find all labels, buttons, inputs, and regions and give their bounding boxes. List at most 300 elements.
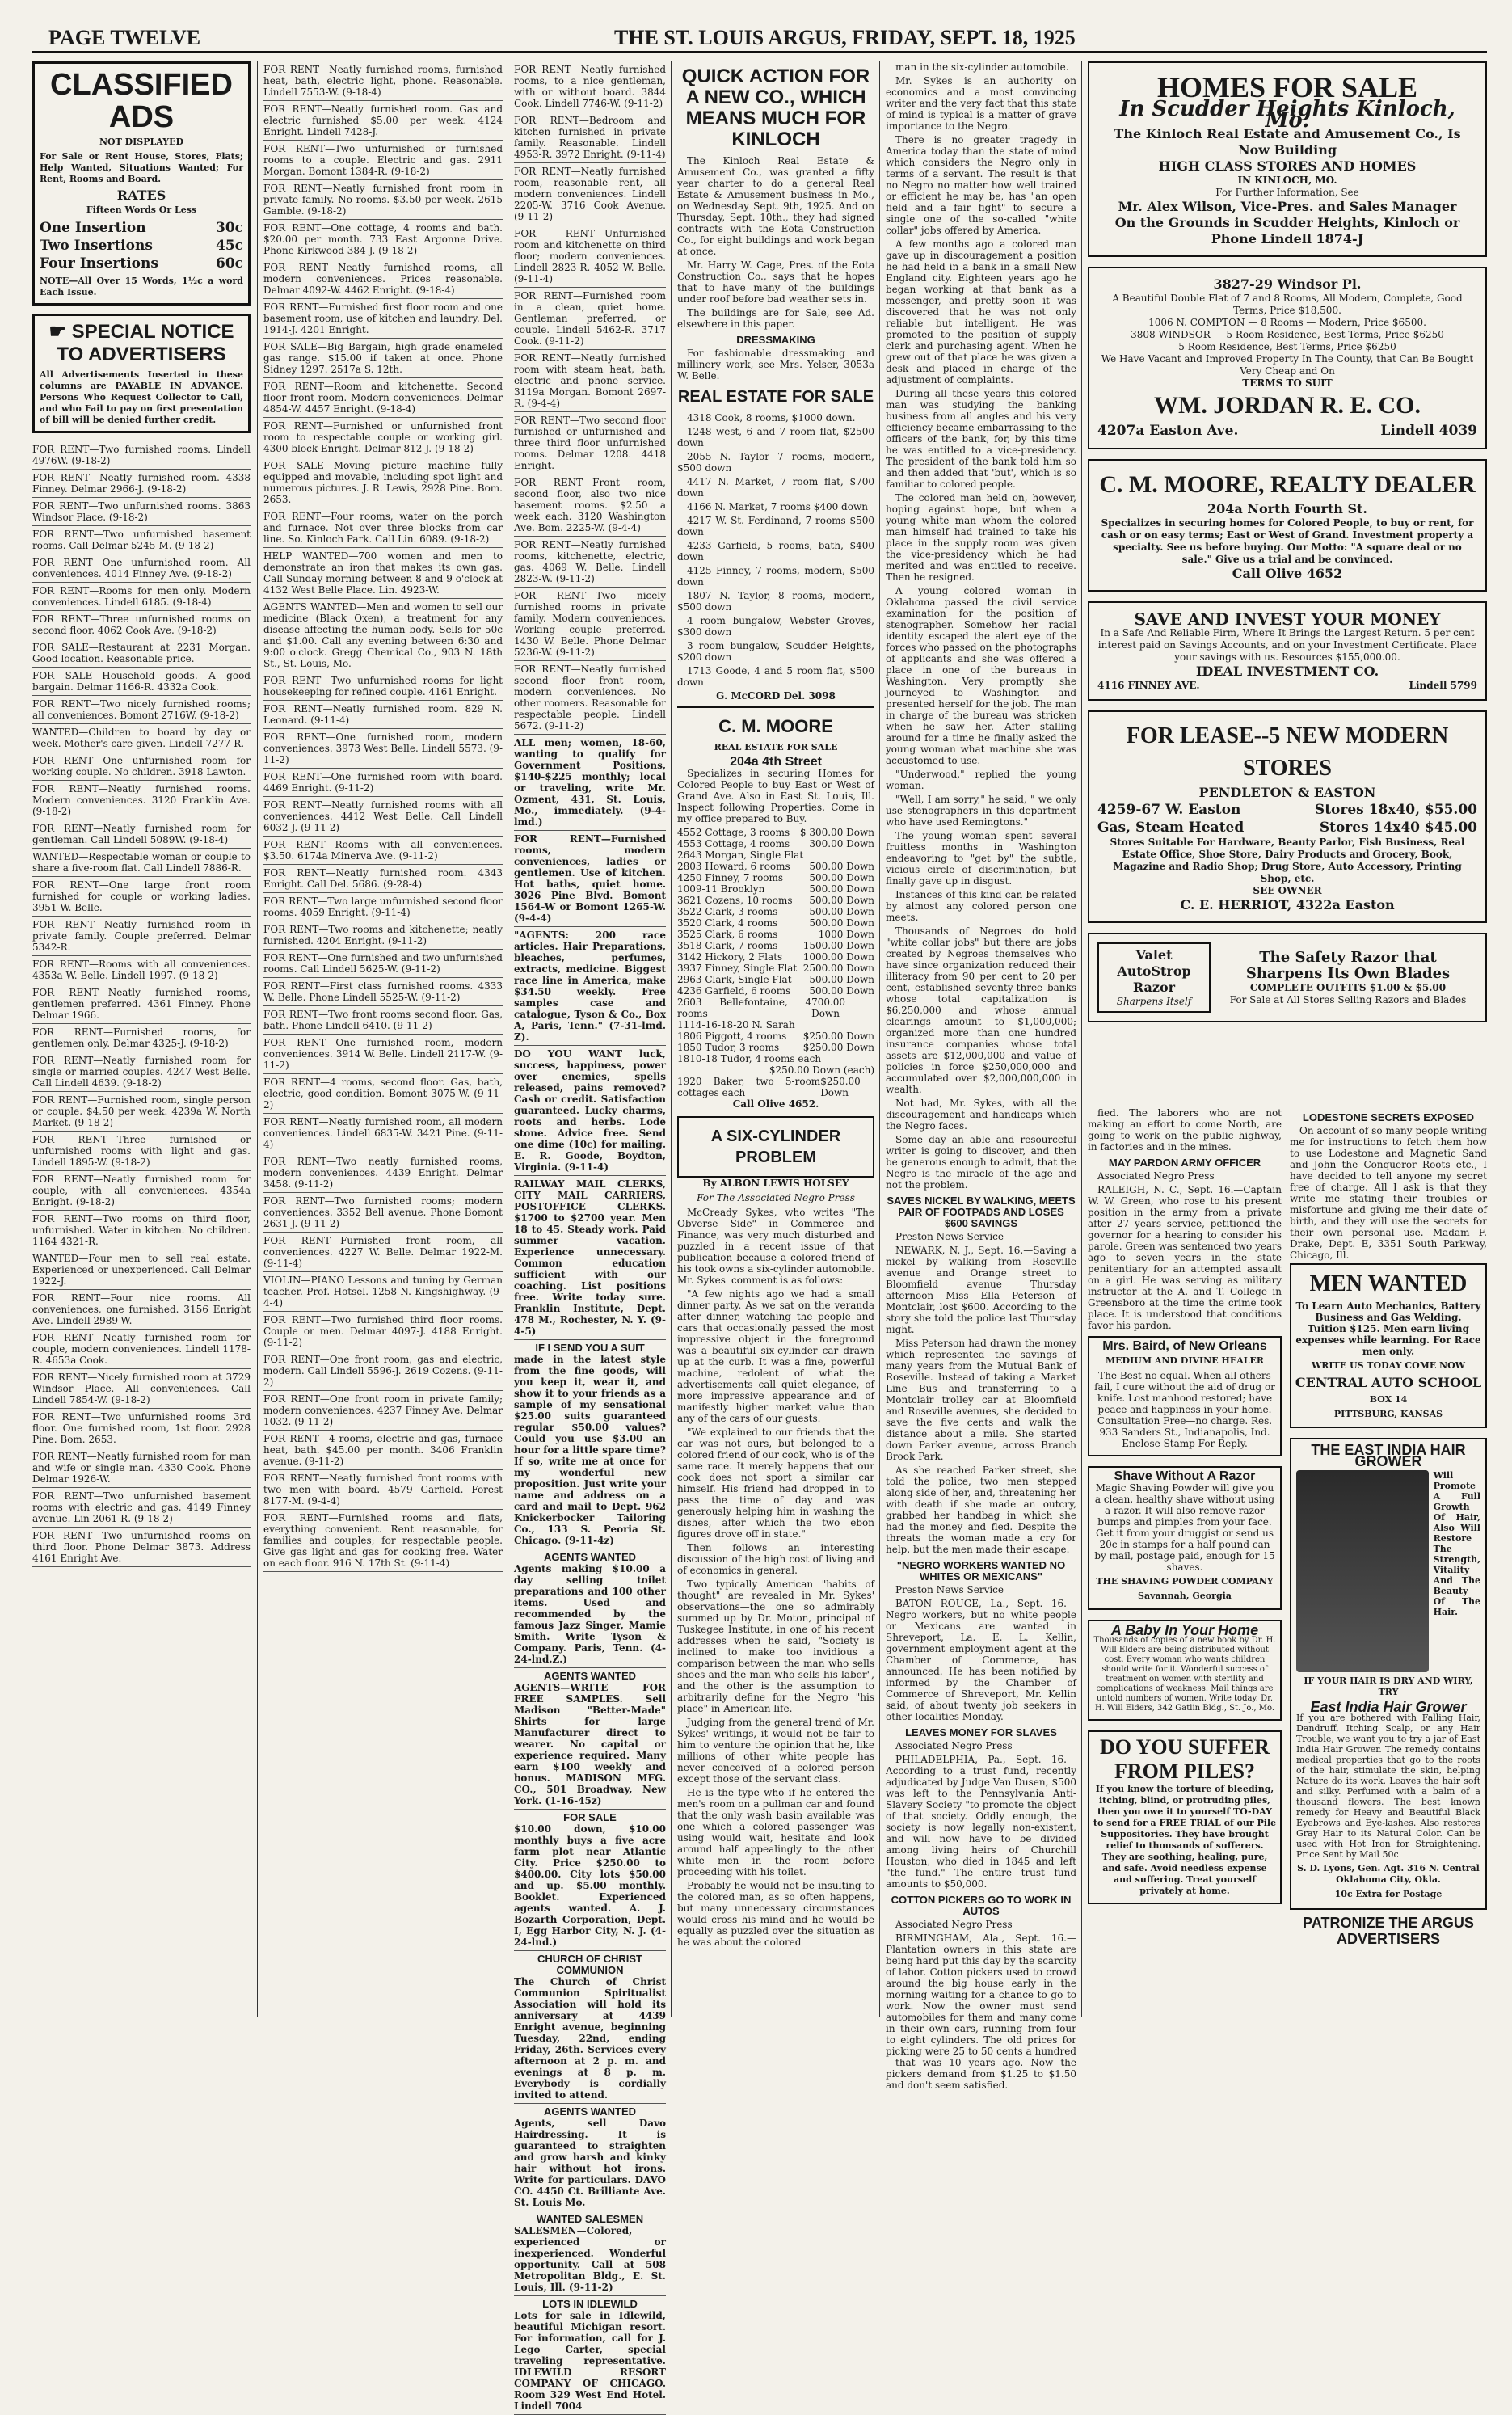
listing-price: 500.00 Down	[809, 883, 874, 895]
classified-ad: FOR RENT—One large front room furnished for couple or working ladies. 3951 W. Belle.	[32, 877, 251, 917]
save-name: IDEAL INVESTMENT CO.	[1195, 664, 1379, 679]
listing-price: 500.00 Down	[809, 917, 874, 929]
headline-cotton: COTTON PICKERS GO TO WORK IN AUTOS	[891, 1894, 1072, 1917]
listing-address: 4552 Cottage, 3 rooms	[677, 827, 790, 838]
hair-side-text: Will Promote A Full Growth Of Hair, Also Will Restore The Strength, Vitality And The Beauty Of The Hair.	[1433, 1470, 1481, 1617]
cm-address: 204a North Fourth St.	[1207, 501, 1367, 516]
classified-ad: FOR RENT—Two unfurnished basement rooms with electric and gas. 4149 Finney avenue. Lin 2061-R. (9-18-2)	[32, 1488, 251, 1528]
listing-row	[677, 940, 874, 951]
save-footer: 4116 FINNEY AVE. Lindell 5799	[1097, 680, 1477, 691]
paragraph: Judging from the general trend of Mr. Sykes' writings, it would not be fair to him to venture the opinion that he, like millions of other white people has never conceived of a colored person except those of the servant class.	[677, 1717, 874, 1785]
listing-price: 2500.00 Down	[802, 963, 874, 974]
listing-row	[677, 838, 874, 849]
article-continuation: fied. The laborers who are not making an effort to come North, are going to work on the public highway, in factories and in the mines.	[1088, 1107, 1282, 1153]
listing-row	[677, 883, 874, 895]
display-ad	[514, 1176, 666, 1340]
special-notice	[32, 314, 251, 433]
listing-price: $250.00 Down	[802, 1030, 874, 1042]
listing: 4318 Cook, 8 rooms, $1000 down.	[687, 412, 856, 424]
classified-ad: FOR RENT—Neatly furnished rooms, kitchenette, electric, gas. 4069 W. Belle. Lindell 2823-W. (9-11-2)	[514, 537, 666, 588]
classified-ad: FOR RENT—Neatly furnished second floor front room, modern conveniences. No other roomers. Reasonable for respectable people. Lindell 5672. (9-11-2)	[514, 661, 666, 735]
patronize-banner: PATRONIZE THE ARGUS ADVERTISERS	[1303, 1915, 1474, 1947]
rates-note: NOTE—All Over 15 Words, 1½c a word Each Issue.	[40, 276, 243, 297]
rates-title: RATES	[116, 188, 166, 203]
classified-ad: FOR RENT—Unfurnished room and kitchenette on third floor; modern conveniences. Lindell 2823-R. 4052 W. Belle. (9-11-4)	[514, 225, 666, 288]
classified-list	[514, 61, 666, 735]
men-wanted-ad: MEN WANTED To Learn Auto Mechanics, Battery Business and Gas Welding. Tuition $125. Men earn living expenses while learning. For Race men only. WRITE US TODAY COME NOW CENTRAL AUTO SCHOOL BOX 14 PITTSBURG, KANSAS	[1290, 1263, 1487, 1428]
classified-ad: FOR RENT—One cottage, 4 rooms and bath. $20.00 per month. 733 East Argonne Drive. Phone Kirkwood 384-J. (9-18-2)	[263, 220, 503, 259]
listing-address: 4250 Finney, 7 rooms	[677, 872, 784, 883]
listing-address: 2963 Clark, Single Flat	[677, 974, 792, 985]
listing-address: 4236 Garfield, 6 rooms	[677, 985, 791, 997]
headline-slaves: LEAVES MONEY FOR SLAVES	[905, 1726, 1057, 1739]
classified-ad: FOR RENT—Neatly furnished rooms with all conveniences. 4412 West Belle. Call Lindell 6032-J. (9-11-2)	[263, 797, 503, 837]
listing-price: $250.00 Down	[802, 1042, 874, 1053]
autostrop-ad	[1088, 933, 1487, 1022]
display-ad-body: made in the latest style from the fine goods, will you keep it, wear it, and show it to your friends as a sample of my sensational $25.00 suits guaranteed regular $50.00 values? Could you use $3.00 an hour for a little spare time? If so, write me at once for my wonderful new proposition. Just write your name and address on a card and mail to Dept. 962 Knickerbocker Tailoring Co., 133 S. Peoria St. Chicago. (9-11-4z)	[514, 1354, 666, 1546]
classified-intro: For Sale or Rent House, Stores, Flats; Help Wanted, Situations Wanted; For Rent, Rooms and Board.	[40, 151, 243, 184]
lease-title: FOR LEASE--5 NEW MODERN STORES	[1126, 723, 1449, 781]
headline-workers: "NEGRO WORKERS WANTED NO WHITES OR MEXICANS"	[896, 1559, 1066, 1583]
listing: 1713 Goode, 4 and 5 room flat, $500 down	[677, 665, 874, 688]
classified-ad: FOR RENT—Neatly furnished front room in private family. No rooms. $3.50 per week. 2615 Gamble. (9-18-2)	[263, 180, 503, 220]
listing-row	[677, 1030, 874, 1042]
paragraph: He is the type who if he entered the men's room on a pullman car and found that the only wash basin available was one which a colored passenger was using would wait, hesitate and look around half appealingly to the other white men in the room before proceeding with his toilet.	[677, 1787, 874, 1878]
display-ad	[514, 831, 666, 927]
article-workers	[886, 1584, 1076, 1722]
column-rule	[1081, 61, 1082, 2017]
cm-call: Call Olive 4652	[1232, 566, 1343, 581]
classified-ad: FOR RENT—Bedroom and kitchen furnished in private family. Reasonable. Lindell 4953-R. 3972 Enright. (9-11-4)	[514, 112, 666, 163]
classified-ad: FOR RENT—Neatly furnished room with steam heat, bath, electric and phone service. 3119a Morgan. Bomont 2697-R. (9-4-4)	[514, 350, 666, 412]
lease-see: SEE OWNER	[1253, 885, 1322, 896]
for-lease-ad	[1088, 710, 1487, 923]
classified-ad: FOR RENT—Two unfurnished rooms 3rd floor. One furnished room, 1st floor. 2928 Pine. Bom. 2653.	[32, 1409, 251, 1448]
column-rule	[879, 61, 880, 2017]
listing-row	[677, 1019, 874, 1030]
listing-price: 300.00 Down	[809, 838, 874, 849]
classified-ad: FOR RENT—Neatly furnished rooms, all modern conveniences. Prices reasonable. Delmar 4092-W. 4462 Enright. (9-18-4)	[263, 259, 503, 299]
display-ad	[514, 2296, 666, 2415]
classified-ad: FOR RENT—Neatly furnished rooms, gentlemen preferred. 4361 Finney. Phone Delmar 1966.	[32, 984, 251, 1024]
page-number: PAGE TWELVE	[48, 26, 201, 49]
classified-ad: FOR RENT—Two furnished rooms; modern conveniences. 3352 Bell avenue. Phone Bomont 2631-J. (9-11-2)	[263, 1193, 503, 1233]
listing-price: 1000.00 Down	[802, 951, 874, 963]
paragraph: NEWARK, N. J., Sept. 16.—Saving a nickel by walking from Roseville avenue and Orange street to Bloomfield avenue Thursday afternoon Miss Ella Peterson of Montclair, lost $600. According to the story she told the police last Thursday night.	[886, 1245, 1076, 1335]
lease-row: Gas, Steam Heated Stores 14x40 $45.00	[1097, 820, 1477, 836]
classified-ad: FOR SALE—Household goods. A good bargain. Delmar 1166-R. 4332a Cook.	[32, 668, 251, 696]
classified-ad: FOR RENT—One front room, gas and electric, modern. Call Lindell 5596-J. 2619 Cozens. (9-11-2)	[263, 1351, 503, 1391]
classified-ad: FOR RENT—One unfurnished room for working couple. No children. 3918 Lawton.	[32, 752, 251, 781]
paragraph: BIRMINGHAM, Ala., Sept. 16.—Plantation owners in this state are being hard put this day by the scarcity of labor. Cotton pickers used to crowd around the big house early in the morning waiting for a chance to go to work. Now the owner must send automobiles for them and many come in their own cars, running from four to eight cylinders. The old prices for picking were 25 to 50 cents a hundred—that was 10 years ago. Now the pickers demand from $1.25 to $1.50 and don't seem satisfied.	[886, 1932, 1076, 2091]
jordan-address: 3827-29 Windsor Pl.	[1213, 276, 1362, 292]
listing: 4166 N. Market, 7 rooms $400 down	[687, 501, 868, 512]
display-ad	[514, 1340, 666, 1549]
listing-price: 500.00 Down	[809, 872, 874, 883]
classified-ad: FOR RENT—Rooms with all conveniences. $3.50. 6174a Minerva Ave. (9-11-2)	[263, 837, 503, 865]
display-ad	[514, 735, 666, 831]
display-ad-title: AGENTS WANTED	[543, 2105, 637, 2118]
moore-title: C. M. MOORE	[718, 716, 833, 736]
classified-ad: FOR RENT—Furnished or unfurnished front room to respectable couple or working girl. 4300 block Enright. Delmar 812-J. (9-18-2)	[263, 418, 503, 457]
listing-address: 2803 Howard, 6 rooms	[677, 861, 790, 872]
article-body	[677, 155, 874, 330]
listing: 1248 west, 6 and 7 room flat, $2500 down	[677, 426, 874, 449]
listing-row	[677, 1064, 874, 1076]
moore-body: Specializes in securing Homes for Colored People to buy East or West of Grand Ave. Also in East St. Louis, Ill. Inspect following Properties. Come in my office prepared to Buy.	[677, 768, 874, 824]
paragraph: Then follows an interesting discussion of the high cost of living and of economics in general.	[677, 1542, 874, 1576]
woman-portrait-image	[1296, 1470, 1429, 1672]
listing-row	[677, 895, 874, 906]
paragraph: man in the six-cylinder automobile.	[895, 61, 1069, 73]
classified-ad: WANTED—Children to board by day or week. Mother's care given. Lindell 7277-R.	[32, 724, 251, 752]
paragraph: RALEIGH, N. C., Sept. 16.—Captain W. W. Green, who rose to his present position in the army from a private after 27 years service, petitioned the governor for a hearing to consider his parole. Green was sentenced two years ago to seven years in the state penitentiary for an attempted assault on a girl. He was serving as military instructor at the A. and T. College in Greensboro at the time the crime took place. It is understood that conditions favor his pardon.	[1088, 1184, 1282, 1331]
paragraph: The Kinloch Real Estate & Amusement Co., was granted a fifty year charter to do a general Real Estate & Amusement business in Mo., on Wednesday Sept. 9th, 1925. And on Thursday, Sept. 10th., they had signed contracts with the Eota Construction Co., for eight buildings and work began at once.	[677, 155, 874, 257]
listing-row	[677, 1042, 874, 1053]
listing: 4233 Garfield, 5 rooms, bath, $400 down	[677, 540, 874, 563]
display-ad-title: FOR SALE	[563, 1811, 617, 1823]
listing-row	[677, 974, 874, 985]
lease-row: 4259-67 W. Easton Stores 18x40, $55.00	[1097, 802, 1477, 818]
listing: 3 room bungalow, Scudder Heights, $200 down	[677, 640, 874, 663]
jordan-name: WM. JORDAN R. E. CO.	[1154, 392, 1421, 419]
listing-address: 3518 Clark, 7 rooms	[677, 940, 778, 951]
listing-row	[677, 906, 874, 917]
listing-row	[677, 1076, 874, 1098]
classified-ad: FOR RENT—Neatly furnished room, reasonable rent, all modern conveniences. Lindell 2205-W. 3716 Cook Avenue. (9-11-2)	[514, 163, 666, 225]
classified-ad: FOR RENT—Neatly furnished rooms, to a nice gentleman, with or without board. 3844 Cook. Lindell 7746-W. (9-11-2)	[514, 61, 666, 112]
classified-ad: FOR RENT—Two unfurnished rooms. 3863 Windsor Place. (9-18-2)	[32, 498, 251, 526]
paragraph: "Underwood," replied the young woman.	[886, 769, 1076, 791]
column-rule	[671, 61, 672, 2017]
paragraph: Associated Negro Press	[895, 1919, 1013, 1930]
display-ad	[514, 1810, 666, 1951]
headline-nickel: SAVES NICKEL BY WALKING, MEETS PAIR OF FOOTPADS AND LOSES $600 SAVINGS	[887, 1195, 1076, 1229]
paragraph: PHILADELPHIA, Pa., Sept. 16.—According to a trust fund, recently adjudicated by Judge Van Dusen, $500 was left to the Pennsylvania Anti-Slavery Society "to promote the object of that society. Oddly enough, the society is now legally non-existent, and will now have to be divided among living heirs of Churchill Houston, who died in 1845 and left "the fund." The entire trust fund amounts to $50,000.	[886, 1754, 1076, 1890]
baby-ad: A Baby In Your Home Thousands of copies of a new book by Dr. H. Will Elders are being distributed without cost. Every woman who wants children should write for it. Wonderful success of treatment on women with sterility and complications of weakness. Mail things are untold numbers of women. Write today. Dr. H. Will Elders, 342 Gatlin Bldg., St. Jo., Mo.	[1088, 1620, 1282, 1721]
classified-ad: FOR RENT—Neatly furnished room in private family. Couple preferred. Delmar 5342-R.	[32, 917, 251, 956]
paragraph: Not had, Mr. Sykes, with all the discouragement and handicaps which the Negro faces.	[886, 1098, 1076, 1132]
listing-address: 1009-11 Brooklyn	[677, 883, 765, 895]
save-title: SAVE AND INVEST YOUR MONEY	[1134, 609, 1441, 629]
display-ad	[514, 1668, 666, 1810]
paragraph: As she reached Parker street, she told the police, two men stepped along side of her, and, threatening her with death if she made an outcry, grabbed her handbag in which she had the money and fled. Despite the threats the woman made a cry for help, but the men made their escape.	[886, 1465, 1076, 1555]
classified-ad: FOR RENT—Neatly furnished room for couple, with all conveniences. 4354a Enright. (9-18-2)	[32, 1171, 251, 1211]
jordan-line: 5 Room Residence, Best Terms, Price $6250	[1178, 341, 1396, 352]
listing-price: 500.00 Down	[809, 985, 874, 997]
classified-ad: FOR RENT—Furnished front room, all conveniences. 4227 W. Belle. Delmar 1922-M. (9-11-4)	[263, 1233, 503, 1272]
newspaper-title: THE ST. LOUIS ARGUS, FRIDAY, SEPT. 18, 1925	[614, 26, 1076, 49]
display-ad-title: LOTS IN IDLEWILD	[542, 2298, 638, 2310]
display-ad-title: WANTED SALESMEN	[536, 2213, 644, 2225]
notice-body: All Advertisements Inserted in these columns are PAYABLE IN ADVANCE. Persons Who Request Collector to Call, and who Fail to pay on first presentation of bill will be denied further credit.	[40, 369, 243, 425]
classified-title: CLASSIFIED ADS	[50, 68, 233, 134]
pointing-hand-icon: ☛	[48, 321, 72, 343]
listing-address: 3520 Clark, 4 rooms	[677, 917, 778, 929]
column-bottom-a	[1088, 1107, 1282, 2021]
six-cylinder-title: A SIX-CYLINDER PROBLEM	[710, 1127, 841, 1166]
listing-address: 3937 Finney, Single Flat	[677, 963, 798, 974]
paragraph: A young colored woman in Oklahoma passed the civil service examination for the position of stenographer. Somehow her racial identity escaped the alert eye of the forces who passed on the photographs of applicants and she was offered a place in one of the bureaus in Washington. Very promptly she journeyed to Washington and presented herself for the job. The man in charge of the bureau was stricken when he saw her. After stalling around for a time he finally asked the young woman what machine she was accustomed to use.	[886, 585, 1076, 766]
baird-ad: Mrs. Baird, of New Orleans MEDIUM AND DIVINE HEALER The Best-no equal. When all others fail, I cure without the aid of drug or knife. Lost manhood restored; have peace and happiness in your home. Consultation Free—no charge. Res. 933 Sanders St., Indianapolis, Ind. Enclose Stamp For Reply.	[1088, 1336, 1282, 1456]
classified-ad: FOR RENT—Two nicely furnished rooms; all conveniences. Bomont 2716W. (9-18-2)	[32, 696, 251, 724]
classified-ad: FOR RENT—Neatly furnished room, all modern conveniences. Lindell 6835-W. 3421 Pine. (9-11-4)	[263, 1114, 503, 1153]
classified-ad: FOR RENT—One unfurnished room. All conveniences. 4014 Finney Ave. (9-18-2)	[32, 554, 251, 583]
classified-ad: FOR RENT—Rooms for men only. Modern conveniences. Lindell 6185. (9-18-4)	[32, 583, 251, 611]
display-ad-body: AGENTS—WRITE FOR FREE SAMPLES. Sell Madison "Better-Made" Shirts for large Manufacturer direct to wearer. No capital or experience required. Many earn $100 weekly and bonus. MADISON MFG. CO., 501 Broadway, New York. (1-16-45z)	[514, 1682, 666, 1806]
listing-address: 1920 Baker, two 5-room cottages each	[677, 1076, 821, 1098]
listing-address: 1114-16-18-20 N. Sarah	[677, 1019, 795, 1030]
paragraph: There is no greater tragedy in America today than the state of mind which considers the Negro only in terms of a servant. The result is that no Negro no matter how well trained or efficient he may be, has "an open field and a fair fight" to secure a single one of the so-called "white collar" jobs offered by America.	[886, 134, 1076, 236]
paragraph: Some day an able and resourceful writer is going to discover, and then be generous enough to admit, that the Negro is the miracle of the age and not the problem.	[886, 1134, 1076, 1191]
real-estate-signature: G. McCORD Del. 3098	[716, 690, 836, 702]
listing-row	[677, 929, 874, 940]
classified-subtitle: NOT DISPLAYED	[99, 137, 184, 147]
listing-price: 500.00 Down	[809, 906, 874, 917]
display-ad-title: AGENTS WANTED	[543, 1551, 637, 1563]
paragraph: Mr. Harry W. Cage, Pres. of the Eota Construction Co., says that he hopes that to have many of the buildings under roof before bad weather sets in.	[677, 259, 874, 305]
listing: 4217 W. St. Ferdinand, 7 rooms $500 down	[677, 515, 874, 537]
jordan-line: 1006 N. COMPTON — 8 Rooms — Modern, Price $6500.	[1148, 317, 1426, 328]
listing-address: 1850 Tudor, 3 rooms	[677, 1042, 780, 1053]
jordan-ad	[1088, 267, 1487, 449]
lease-subtitle: PENDLETON & EASTON	[1198, 785, 1376, 800]
classified-list	[263, 61, 503, 1572]
paragraph: "We explained to our friends that the car was not ours, but belonged to a colored friend of our cook, who is of the same race. It merely happens that our cook does not sport a similar car himself. His friend had dropped in to pass the time of day and was generously helping him in washing the dishes, after which the two ebon figures drove off in state."	[677, 1427, 874, 1540]
display-ad	[514, 1046, 666, 1176]
listing-price: $250.00 Down	[820, 1076, 861, 1098]
listing-row	[677, 861, 874, 872]
rates-subtitle: Fifteen Words Or Less	[86, 204, 197, 215]
article-continuation	[886, 61, 1076, 1191]
cm-moore-ad	[1088, 459, 1487, 592]
homes-for-sale-ad	[1088, 61, 1487, 257]
classified-ad: FOR RENT—Three unfurnished rooms on second floor. 4062 Cook Ave. (9-18-2)	[32, 611, 251, 639]
classified-ad: WANTED—Four men to sell real estate. Experienced or unexperienced. Call Delmar 1922-J.	[32, 1250, 251, 1290]
listing-price: 500.00 Down	[809, 974, 874, 985]
paragraph: During all these years this colored man was studying the banking business from all angles and his very efficiency became embarrassing to the officers of the bank, for, by this time he was entitled to a vice-presidency. The president of the bank told him so and then added that 'but', which is so familiar to colored people.	[886, 388, 1076, 490]
listing-address: 3522 Clark, 3 rooms	[677, 906, 778, 917]
real-estate-list	[677, 412, 874, 688]
paragraph: Miss Peterson had drawn the money which represented the savings of many years from the Mutual Bank of Roseville. Instead of taking a Market Line Bus and transferring to a Montclair trolley car at Bloomfield and Roseville avenues, she decided to save the five cents and walk the distance about a mile. She started down Parker avenue, across Branch Brook Park.	[886, 1338, 1076, 1462]
display-ads	[514, 735, 666, 2415]
classified-ad: FOR RENT—One front room in private family; modern conveniences. 4237 Finney Ave. Delmar 1032. (9-11-2)	[263, 1391, 503, 1431]
classified-ad: AGENTS WANTED—Men and women to sell our medicine (Black Oxen), a treatment for any disease affecting the human body. Sells for 50c and $1.00. Call any evening between 6:30 and 9:00 o'clock. Gregg Chemical Co., 903 N. 18th St., St. Louis, Mo.	[263, 599, 503, 672]
moore-subtitle: REAL ESTATE FOR SALE	[714, 742, 838, 752]
rate-row: Four Insertions 60c	[40, 255, 243, 272]
classified-ad: FOR SALE—Restaurant at 2231 Morgan. Good location. Reasonable price.	[32, 639, 251, 668]
classified-ad: FOR RENT—Rooms with all conveniences. 4353a W. Belle. Lindell 1997. (9-18-2)	[32, 956, 251, 984]
display-ad-body: Lots for sale in Idlewild, beautiful Michigan resort. For information, call for J. Lego Carter, special traveling representative. IDLEWILD RESORT COMPANY OF CHICAGO. Room 329 West End Hotel. Lindell 7004	[514, 2310, 666, 2412]
dressmaking-body: For fashionable dressmaking and millinery work, see Mrs. Yelser, 3053a W. Belle.	[677, 348, 874, 381]
listing-row	[677, 997, 874, 1019]
classified-ad: FOR RENT—Neatly furnished room. Gas and electric furnished $5.00 per week. 4124 Enright. Lindell 7428-J.	[263, 101, 503, 141]
east-india-hair-ad: THE EAST INDIA HAIR GROWER Will Promote A Full Growth Of Hair, Also Will Restore The Strength, Vitality And The Beauty Of The Hair. IF YOUR HAIR IS DRY AND WIRY, TRY East India Hair Grower If you are bothered with Falling Hair, Dandruff, Itching Scalp, or any Hair Trouble, we want you to try a jar of East India Hair Grower. The remedy contains medical properties that go to the roots of the hair, stimulate the skin, helping Nature do its work. Leaves the hair soft and silky. Perfumed with a balm of a thousand flowers. The best known remedy for Heavy and Beautiful Black Eyebrows and Eye-lashes. Also restores Gray Hair to its Natural Color. Can be used with Hot Iron for Straightening. Price Sent by Mail 50c S. D. Lyons, Gen. Agt. 316 N. Central Oklahoma City, Okla. 10c Extra for Postage	[1290, 1438, 1487, 1910]
classified-ad: FOR RENT—Two unfurnished rooms for light housekeeping for refined couple. 4161 Enright.	[263, 672, 503, 701]
classified-ad: FOR RENT—One furnished room with board. 4469 Enright. (9-11-2)	[263, 769, 503, 797]
classified-ad: FOR RENT—Two rooms and kitchenette; neatly furnished. 4204 Enright. (9-11-2)	[263, 921, 503, 950]
column-ads-2	[263, 61, 503, 2017]
listing: 4125 Finney, 7 rooms, modern, $500 down	[677, 565, 874, 588]
classified-ad: FOR RENT—Two furnished rooms. Lindell 4976W. (9-18-2)	[32, 441, 251, 470]
article-pardon	[1088, 1170, 1282, 1331]
save-body: In a Safe And Reliable Firm, Where It Brings the Largest Return. 5 per cent interest paid on Savings Accounts, and on your Investment Certificate. Place your savings with us. Resources $155,000.00.	[1097, 627, 1477, 663]
classified-ad: FOR RENT—Neatly furnished room. 4343 Enright. Call Del. 5686. (9-28-4)	[263, 865, 503, 893]
classified-ad: FOR RENT—Neatly furnished room for gentleman. Call Lindell 5089W. (9-18-4)	[32, 820, 251, 849]
classified-ad: FOR RENT—Neatly furnished room. 829 N. Leonard. (9-11-4)	[263, 701, 503, 729]
classified-ad: FOR RENT—Neatly furnished front rooms with two men with board. 4579 Garfield. Forest 8177-M. (9-4-4)	[263, 1470, 503, 1510]
listing-price: 500.00 Down	[809, 861, 874, 872]
listing-address: 3621 Cozens, 10 rooms	[677, 895, 793, 906]
classified-ad: FOR RENT—Neatly furnished room for man and wife or single man. 4330 Cook. Phone Delmar 1926-W.	[32, 1448, 251, 1488]
listing-price: 700.00 Down	[811, 997, 846, 1019]
paragraph: The young woman spent several fruitless months in Washington endeavoring to "get by" the subtle, vicious circle of discrimination, but finally gave up in disgust.	[886, 830, 1076, 887]
display-ad-body: DO YOU WANT luck, success, happiness, power over enemies, spells released, pains removed? Cash or credit. Satisfaction guaranteed. Lucky charms, roots and herbs. Lode stone. Advice free. Send one dime (10c) for mailing. E. R. Goode, Boydton, Virginia. (9-11-4)	[514, 1048, 666, 1173]
listing-address: 4553 Cottage, 4 rooms	[677, 838, 790, 849]
column-rule	[257, 61, 258, 2017]
listing: 4417 N. Market, 7 room flat, $700 down	[677, 476, 874, 499]
moore-listings	[677, 827, 874, 1098]
listing-row	[677, 917, 874, 929]
lease-owner: C. E. HERRIOT, 4322a Easton	[1180, 897, 1395, 912]
paragraph: Associated Negro Press	[1097, 1170, 1215, 1182]
classified-ad: FOR RENT—Two second floor furnished or unfurnished and three third floor unfurnished rooms. Delmar 1208. 4418 Enright.	[514, 412, 666, 474]
byline-agency: For The Associated Negro Press	[697, 1192, 855, 1203]
classified-ad: FOR RENT—4 rooms, electric and gas, furnace heat, bath. $45.00 per month. 3406 Franklin avenue. (9-11-2)	[263, 1431, 503, 1470]
display-ad-title: IF I SEND YOU A SUIT	[535, 1342, 645, 1354]
classified-ad: FOR RENT—First class furnished rooms. 4333 W. Belle. Phone Lindell 5525-W. (9-11-2)	[263, 978, 503, 1006]
listing-address: 2643 Morgan, Single Flat	[677, 849, 804, 861]
article-cotton	[886, 1919, 1076, 2091]
razor-text: The Safety Razor that Sharpens Its Own Blades COMPLETE OUTFITS $1.00 & $5.00 For Sale at All Stores Selling Razors and Blades	[1229, 948, 1467, 1005]
column-display-ads	[1088, 61, 1487, 1104]
display-ad-title: CHURCH OF CHRIST COMMUNION	[537, 1953, 642, 1976]
display-ad-title: AGENTS WANTED	[543, 1670, 637, 1682]
listing-address: 3525 Clark, 6 rooms	[677, 929, 778, 940]
paragraph: Preston News Service	[895, 1231, 1004, 1242]
classified-ad: FOR RENT—Front room, second floor, also two nice basement rooms. $2.50 a week each. 3120 Washington Ave. Bom. 2225-W. (9-4-4)	[514, 474, 666, 537]
shave-ad: Shave Without A Razor Magic Shaving Powder will give you a clean, healthy shave without using a razor. It will also remove razor bumps and pimples from your face. Get it from your druggist or send us 20c in stamps for a half pound can by mail, postage paid, enough for 15 shaves. THE SHAVING POWDER COMPANY Savannah, Georgia	[1088, 1466, 1282, 1610]
lodestone-body: On account of so many people writing me for instructions to fetch them how to use Lodestone and Magnetic Sand and John the Conqueror Roots etc., I have decided to tell anyone my secret free of charge. All I ask is that they write me stating their troubles or misfortune and giving me their date of birth, and they will use the secrets for their own personal use. Madam F. Drake, Dept. E, 3351 South Parkway, Chicago, Ill.	[1290, 1125, 1487, 1261]
paragraph: McCready Sykes, who writes "The Obverse Side" in Commerce and Finance, was very much disturbed and puzzled in a recent issue of that publication because a colored friend of his took owns a six-cylinder automobile. Mr. Sykes' comment is as follows:	[677, 1207, 874, 1286]
paragraph: Instances of this kind can be related by almost any colored person one meets.	[886, 889, 1076, 923]
listing-row	[677, 963, 874, 974]
six-cylinder-article	[677, 1207, 874, 1948]
classified-ad: FOR RENT—One furnished room, modern conveniences. 3973 West Belle. Lindell 5573. (9-11-2)	[263, 729, 503, 769]
paragraph: A few months ago a colored man gave up in discouragement a position he had held in a bank in a small New England city. Eighteen years ago he began working at that bank as a messenger, and pretty soon it was discovered that he was not only reliable but intelligent. He was promoted to the position of supply clerk and purchasing agent. When he grew out of that place he was given a desk and placed in charge of the adjustment of complaints.	[886, 238, 1076, 386]
classified-ad: FOR SALE—Moving picture machine fully equipped and movable, including spot light and numerous pictures. J. R. Lewis, 2928 Pine. Bom. 2653.	[263, 457, 503, 508]
classified-ad: FOR RENT—Furnished room in a clean, quiet home. Gentleman preferred, or couple. Lindell 5462-R. 3717 Cook. (9-11-2)	[514, 288, 666, 350]
listing-row	[677, 951, 874, 963]
classified-ad: FOR RENT—Three furnished or unfurnished rooms with light and gas. Lindell 1895-W. (9-18-2)	[32, 1132, 251, 1171]
listing-price: 500.00 Down	[809, 895, 874, 906]
classified-ad: FOR RENT—Two unfurnished or furnished rooms to a couple. Electric and gas. 2911 Morgan. Bomont 1384-R. (9-18-2)	[263, 141, 503, 180]
classified-ad: FOR RENT—Two unfurnished basement rooms. Call Delmar 5245-M. (9-18-2)	[32, 526, 251, 554]
display-ad-body: Agents making $10.00 a day selling toilet preparations and 100 other items. Used and recommended by the famous Jazz Singer, Mamie Smith. Write Tyson & Company. Paris, Tenn. (4-24-lnd.Z.)	[514, 1563, 666, 1665]
moore-ad	[677, 706, 874, 1110]
listing-price: 1500.00 Down	[802, 940, 874, 951]
notice-title: ☛ SPECIAL NOTICE TO ADVERTISERS	[48, 321, 234, 365]
paragraph: BATON ROUGE, La., Sept. 16.—Negro workers, but no white people or Mexicans are wanted in Shreveport, La. E. L. Kellin, government employment agent at the Chamber of Commerce, has announced. He has been notified by informed by the Chamber of Commerce of Shreveport, Mr. Kellin said, of about twenty job seekers in other localities Monday.	[886, 1598, 1076, 1722]
paragraph: Thousands of Negroes do hold "white collar jobs" but there are jobs created by Negroes themselves who have since organization reduced their illiteracy from 90 per cent to 20 per cent, established seventy-three banks whose total capitalization is $6,250,000 and whose annual clearings amount to $1,000,000; organized more than one hundred insurance companies whose total assets are $12,000,000 and value of policies in force $250,000,000 and accumulated over $2,000,000,000 in wealth.	[886, 925, 1076, 1095]
listing-address: 1810-18 Tudor, 4 rooms each	[677, 1053, 822, 1064]
rate-row: Two Insertions 45c	[40, 238, 243, 254]
classified-list	[32, 441, 251, 1567]
cm-title: C. M. MOORE, REALTY DEALER	[1099, 471, 1476, 498]
display-ad-body: "AGENTS: 200 race articles. Hair Preparations, bleaches, perfumes, extracts, medicine. Biggest race line in America, make $34.50 weekly. Free samples case and catalogue, Tyson & Co., Box A, Paris, Tenn." (7-31-lmd. Z).	[514, 929, 666, 1043]
listing-row	[677, 849, 874, 861]
paragraph: The colored man held on, however, hoping against hope, but when a young white man whom the colored man himself had trained to take his place in the supply room was given the vice-presidency which he had merited and was entitled to receive. Then he resigned.	[886, 492, 1076, 583]
paragraph: Preston News Service	[895, 1584, 1004, 1595]
classified-ad: FOR RENT—Neatly furnished rooms. Modern conveniences. 3120 Franklin Ave. (9-18-2)	[32, 781, 251, 820]
classified-ad: FOR RENT—One furnished and two unfurnished rooms. Call Lindell 5625-W. (9-11-2)	[263, 950, 503, 978]
paragraph: Probably he would not be insulting to the colored man, as so often happens, but many unnecessary circumstances would cross his mind and he would be equally as puzzled over the situation as he was about the colored	[677, 1880, 874, 1948]
classified-ad: FOR RENT—Two furnished third floor rooms. Couple or men. Delmar 4097-J. 4188 Enright. (9-11-2)	[263, 1312, 503, 1351]
classified-ad: FOR RENT—4 rooms, second floor. Gas, bath, electric, good condition. Bomont 3075-W. (9-11-2)	[263, 1074, 503, 1114]
display-ad	[514, 2104, 666, 2211]
display-ad	[514, 2211, 666, 2296]
classified-ad: FOR RENT—Four nice rooms. All conveniences, one furnished. 3156 Enright Ave. Lindell 2989-W.	[32, 1290, 251, 1330]
jordan-line: A Beautiful Double Flat of 7 and 8 Rooms, All Modern, Complete, Good Terms, Price $18,500.	[1112, 293, 1463, 316]
listing: 4 room bungalow, Webster Groves, $300 down	[677, 615, 874, 638]
classified-ad: FOR RENT—Neatly furnished room for couple, modern conveniences. Lindell 1178-R. 4653a Cook.	[32, 1330, 251, 1369]
listing-price: $ 300.00 Down	[799, 827, 874, 838]
classified-ad: FOR RENT—Furnished room, single person or couple. $4.50 per week. 4239a W. North Market. (9-18-2)	[32, 1092, 251, 1132]
classified-ad: FOR RENT—Nicely furnished room at 3729 Windsor Place. All conveniences. Call Lindell 7854-W. (9-18-2)	[32, 1369, 251, 1409]
listing-address: 2603 Bellefontaine, 4 rooms	[677, 997, 812, 1019]
listing-address: 3142 Hickory, 2 Flats	[677, 951, 783, 963]
display-ad-body: RAILWAY MAIL CLERKS, CITY MAIL CARRIERS, POSTOFFICE CLERKS. $1700 to $2700 year. Men 18 to 45. Steady work. Paid summer vacation. Experience unnecessary. Common education sufficient with our coaching. List positions free. Write today sure. Franklin Institute, Dept. 478 M., Rochester, N. Y. (9-4-5)	[514, 1178, 666, 1337]
paragraph: Associated Negro Press	[895, 1740, 1013, 1751]
classified-ad: FOR RENT—One furnished room, modern conveniences. 3914 W. Belle. Lindell 2117-W. (9-11-2)	[263, 1035, 503, 1074]
listing-address: 1806 Piggott, 4 rooms	[677, 1030, 787, 1042]
display-ad	[514, 1951, 666, 2104]
listing-row	[677, 985, 874, 997]
cm-body: Specializes in securing homes for Colored People, to buy or rent, for cash or on easy terms; East or West of Grand. Investment property a specialty. See us before buying. Our Motto: "A square deal or no sale." Give us a trial and be convinced.	[1101, 517, 1474, 565]
listing-price: $250.00 Down (each)	[769, 1064, 874, 1076]
listing-row	[677, 1053, 874, 1064]
display-ad	[514, 927, 666, 1046]
homes-line: IN KINLOCH, MO.	[1237, 175, 1337, 186]
jordan-terms: TERMS TO SUIT	[1242, 377, 1333, 389]
piles-ad: DO YOU SUFFER FROM PILES? If you know the torture of bleeding, itching, blind, or protruding piles, then you owe it to yourself TO-DAY to send for a FREE TRIAL of our Pile Suppositories. They have brought relief to thousands of sufferers. They are soothing, healing, pure, and safe. Avoid needless expense and suffering. Treat yourself privately at home.	[1088, 1730, 1282, 1904]
classified-ad: FOR RENT—Two large unfurnished second floor rooms. 4059 Enright. (9-11-4)	[263, 893, 503, 921]
column-news-2	[886, 61, 1076, 2091]
homes-line: The Kinloch Real Estate and Amusement Co., Is Now Building	[1114, 126, 1461, 158]
column-ads-3	[514, 61, 666, 2412]
rate-row: One Insertion 30c	[40, 220, 243, 236]
classified-ad: FOR RENT—Two nicely furnished rooms in private family. Modern conveniences. Working couple preferred. 1430 W. Belle. Phone Delmar 5236-W. (9-11-2)	[514, 588, 666, 661]
listing-price: 1000 Down	[818, 929, 874, 940]
classified-ad: FOR SALE—Big Bargain, high grade enameled gas range. $15.00 if taken at once. Phone Sidney 1297. 2517a S. 12th.	[263, 339, 503, 378]
classified-ad: FOR RENT—Furnished rooms and flats, everything convenient. Rent reasonable, for families and couples; for respectable people. Give gas light and gas for cooking free. Water on each floor. 916 N. 17th St. (9-11-4)	[263, 1510, 503, 1572]
paragraph: "A few nights ago we had a small dinner party. As we sat on the veranda after dinner, watching the people and cars that occasionally passed the most impressive object in the foreground was a beautiful six-cylinder car drawn up at the curb. It was a fine, powerful machine, redolent of what the advertisements call quiet elegance, of more impressive appearance and of manifestly higher market value than any of the cars of our guests.	[677, 1288, 874, 1424]
classified-ad: VIOLIN—PIANO Lessons and tuning by German teacher. Prof. Hotsel. 1258 N. Kingshighway. (9-4-4)	[263, 1272, 503, 1312]
headline-lodestone: LODESTONE SECRETS EXPOSED	[1302, 1111, 1475, 1123]
jordan-line: 3808 WINDSOR — 5 Room Residence, Best Terms, Price $6250	[1131, 329, 1444, 340]
lease-body: Stores Suitable For Hardware, Beauty Parlor, Fish Business, Real Estate Office, Shoe Store, Dairy Products and Grocery, Book, Magazine and Radio Shop; Drug Store, Auto Accessory, Printing Shop, etc.	[1110, 837, 1465, 884]
homes-title: HOMES FOR SALE	[1156, 71, 1418, 103]
paragraph: The buildings are for Sale, see Ad. elsewhere in this paper.	[677, 307, 874, 330]
display-ad	[514, 1549, 666, 1668]
headline-pardon: MAY PARDON ARMY OFFICER	[1108, 1157, 1261, 1169]
display-ad-body: Agents, sell Davo Hairdressing. It is guaranteed to straighten and grow harsh and kinky hair without hot irons. Write for particulars. DAVO CO. 4450 Ct. Brilliante Ave. St. Louis Mo.	[514, 2118, 666, 2208]
display-ad-body: The Church of Christ Communion Spiritualist Association will hold its anniversary at 4439 Enright avenue, beginning Tuesday, 22nd, ending Friday, 26th. Services every afternoon at 2 p. m. and evenings at 8 p. m. Everybody is cordially invited to attend.	[514, 1976, 666, 2101]
moore-address: 204a 4th Street	[730, 755, 822, 769]
dressmaking-head: DRESSMAKING	[736, 334, 815, 346]
jordan-footer: 4207a Easton Ave. Lindell 4039	[1097, 423, 1477, 439]
listing-row	[677, 827, 874, 838]
